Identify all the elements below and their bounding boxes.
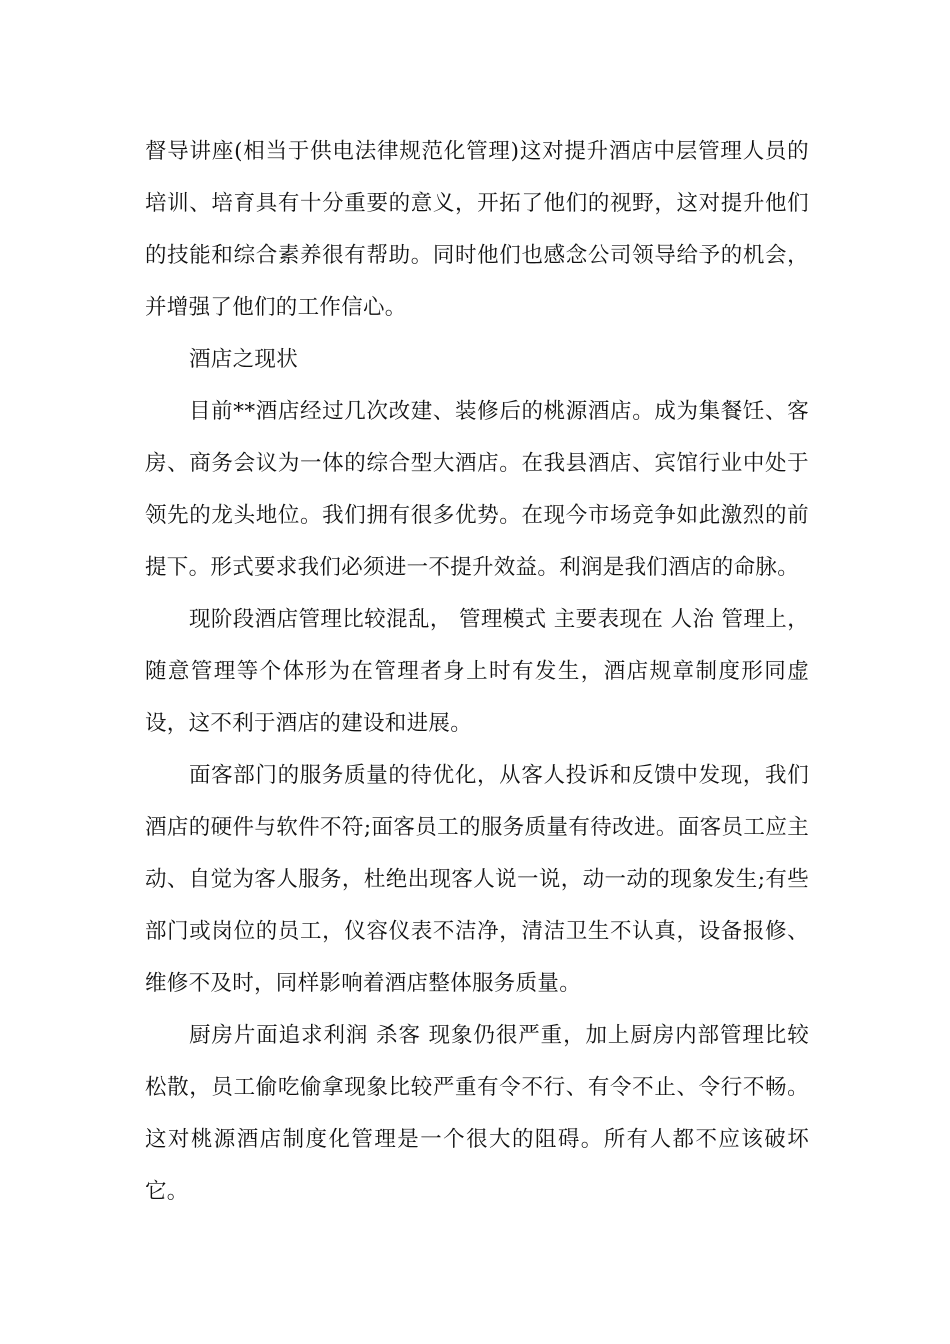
paragraph-1: 督导讲座(相当于供电法律规范化管理)这对提升酒店中层管理人员的培训、培育具有十分重要的意义，开拓了他们的视野，这对提升他们的技能和综合素养很有帮助。同时他们也感念公司领导给予的机会，并增强了他们的工作信心。 (145, 139, 809, 320)
paragraph-2: 目前**酒店经过几次改建、装修后的桃源酒店。成为集餐饪、客房、商务会议为一体的综合型大酒店。在我县酒店、宾馆行业中处于领先的龙头地位。我们拥有很多优势。在现今市场竞争如此激烈的前提下。形式要求我们必须进一不提升效益。利润是我们酒店的命脉。 (145, 399, 809, 580)
document-body (145, 126, 809, 1218)
section-heading-hotel-status: 酒店之现状 (189, 347, 299, 372)
paragraph-4: 面客部门的服务质量的待优化，从客人投诉和反馈中发现，我们酒店的硬件与软件不符;面客员工的服务质量有待改进。面客员工应主动、自觉为客人服务，杜绝出现客人说一说，动一动的现象发生;有些部门或岗位的员工，仪容仪表不洁净，清洁卫生不认真，设备报修、维修不及时，同样影响着酒店整体服务质量。 (145, 763, 809, 996)
paragraph-3: 现阶段酒店管理比较混乱， 管理模式 主要表现在 人治 管理上，随意管理等个体形为在管理者身上时有发生，酒店规章制度形同虚设，这不利于酒店的建设和进展。 (145, 607, 809, 736)
paragraph-5: 厨房片面追求利润 杀客 现象仍很严重，加上厨房内部管理比较松散，员工偷吃偷拿现象比较严重有令不行、有令不止、令行不畅。这对桃源酒店制度化管理是一个很大的阻碍。所有人都不应该破坏它。 (145, 1023, 809, 1204)
